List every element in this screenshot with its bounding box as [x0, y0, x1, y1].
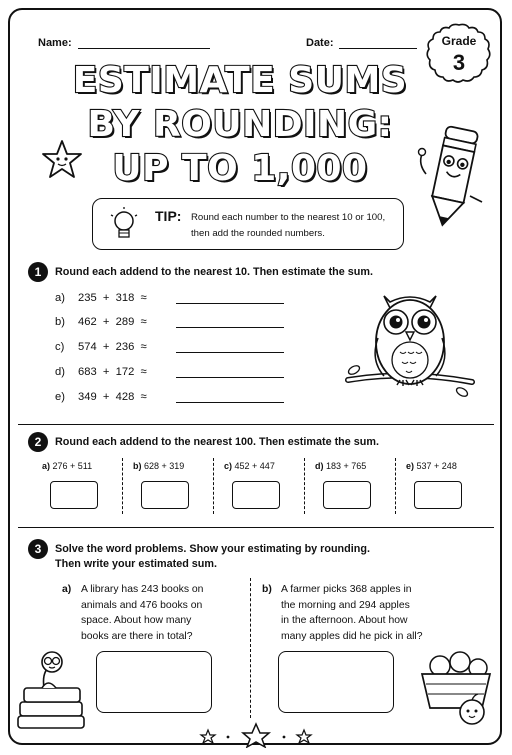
s2-problem-b-label: [133, 461, 184, 471]
s1-problem-d-letter: d): [55, 366, 65, 378]
date-field[interactable]: [339, 48, 417, 49]
title-line-3: UP TO 1,000: [112, 148, 368, 189]
s1-problem-a-answer[interactable]: [176, 303, 284, 304]
bottom-stars-decoration-icon: [196, 722, 316, 748]
s2-problem-b-expr: 628 + 319: [144, 461, 185, 471]
s3-problem-a-line: books are there in total?: [81, 630, 193, 642]
name-field[interactable]: [78, 48, 210, 49]
tip-text: [191, 210, 401, 242]
section-1-instruction: Round each addend to the nearest 10. Then estimate the sum.: [55, 266, 373, 278]
tip-heading: TIP:: [155, 208, 182, 224]
s1-problem-d-expr: 683 + 172 ≈: [78, 366, 147, 378]
s3-problem-a-line: space. About how many: [81, 615, 192, 626]
s2-divider: [304, 458, 305, 514]
date-label: Date:: [306, 37, 334, 49]
s3-divider: [250, 578, 251, 718]
s2-problem-c-answer-box[interactable]: [232, 481, 280, 509]
s2-problem-d-letter: d): [315, 461, 324, 471]
s2-problem-d-label: [315, 461, 366, 471]
pencil-mascot-icon: [412, 120, 492, 235]
s2-problem-c-label: [224, 461, 275, 471]
s2-problem-b-answer-box[interactable]: [141, 481, 189, 509]
grade-label: Grade: [441, 34, 477, 48]
s2-problem-e-answer-box[interactable]: [414, 481, 462, 509]
s1-problem-b-expr: 462 + 289 ≈: [78, 316, 147, 328]
s3-problem-b-text: [281, 582, 471, 644]
s2-divider: [395, 458, 396, 514]
tip-text-line-1: Round each number to the nearest 10 or 100,: [191, 212, 386, 223]
s3-problem-a-line: A library has 243 books on: [81, 584, 204, 595]
s1-problem-e-letter: e): [55, 391, 65, 403]
tip-box: [92, 198, 404, 250]
s2-problem-e-label: [406, 461, 457, 471]
s2-problem-d-answer-box[interactable]: [323, 481, 371, 509]
lightbulb-icon: [107, 205, 141, 245]
s3-problem-b-line: in the afternoon. About how: [281, 615, 408, 626]
s2-problem-c-letter: c): [224, 461, 233, 471]
s1-problem-b-letter: b): [55, 316, 65, 328]
section-3-instruction-line-1: Solve the word problems. Show your estimating by rounding.: [55, 543, 370, 555]
s2-problem-a-expr: 276 + 511: [52, 461, 93, 471]
s3-problem-b-line: many apples did he pick in all?: [281, 630, 423, 642]
s1-problem-a-letter: a): [55, 292, 65, 304]
s1-problem-e-expr: 349 + 428 ≈: [78, 391, 147, 403]
s1-problem-c-letter: c): [55, 341, 65, 353]
s1-problem-d-answer[interactable]: [176, 377, 284, 378]
s2-problem-a-label: [42, 461, 92, 471]
section-1-number: 1: [28, 262, 48, 282]
s3-problem-b-line: A farmer picks 368 apples in: [281, 584, 412, 595]
section-divider-1: [18, 424, 494, 425]
title-line-2: BY ROUNDING:: [87, 104, 393, 145]
s3-problem-a-line: animals and 476 books on: [81, 599, 203, 611]
bookworm-on-books-icon: [14, 648, 92, 730]
tip-text-line-2: then add the rounded numbers.: [191, 228, 325, 239]
s2-problem-e-expr: 537 + 248: [416, 461, 457, 471]
section-3-number: 3: [28, 539, 48, 559]
s3-problem-b-letter: b): [262, 584, 272, 595]
s1-problem-a-expr: 235 + 318 ≈: [78, 292, 147, 304]
s3-problem-a-answer-box[interactable]: [96, 651, 212, 713]
name-label: Name:: [38, 37, 72, 49]
s3-problem-a-text: [81, 582, 251, 644]
s3-problem-b-answer-box[interactable]: [278, 651, 394, 713]
s2-problem-a-answer-box[interactable]: [50, 481, 98, 509]
section-2-number: 2: [28, 432, 48, 452]
s2-problem-b-letter: b): [133, 461, 142, 471]
s1-problem-e-answer[interactable]: [176, 402, 284, 403]
s3-problem-b-line: the morning and 294 apples: [281, 599, 410, 611]
s1-problem-c-answer[interactable]: [176, 352, 284, 353]
s1-problem-b-answer[interactable]: [176, 327, 284, 328]
s2-problem-c-expr: 452 + 447: [234, 461, 275, 471]
section-divider-2: [18, 527, 494, 528]
title-line-1: ESTIMATE SUMS: [72, 60, 408, 101]
s2-problem-a-letter: a): [42, 461, 51, 471]
owl-on-branch-icon: [340, 282, 480, 412]
section-2-instruction: Round each addend to the nearest 100. Then estimate the sum.: [55, 436, 379, 448]
apple-basket-icon: [414, 646, 498, 730]
s2-problem-e-letter: e): [406, 461, 415, 471]
s2-divider: [213, 458, 214, 514]
grade-number: 3: [452, 50, 466, 75]
s3-problem-a-letter: a): [62, 584, 72, 595]
s2-problem-d-expr: 183 + 765: [326, 461, 367, 471]
s2-divider: [122, 458, 123, 514]
s1-problem-c-expr: 574 + 236 ≈: [78, 341, 147, 353]
smiling-star-icon: [40, 138, 84, 180]
section-3-instruction-line-2: Then write your estimated sum.: [55, 558, 217, 570]
